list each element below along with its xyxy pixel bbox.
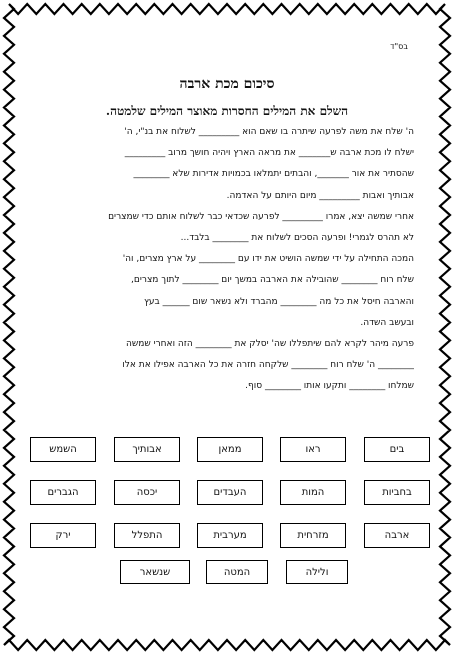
word-card[interactable]: ממאן (197, 437, 263, 462)
word-card[interactable]: אבותיך (114, 437, 180, 462)
text-line: אבותיך ואבות _________ מיום היותם על האדמה. (226, 190, 414, 201)
text-line: שלח רוח ________ שהובילה את הארבה במשך יום ________ לתוך מצרים, (131, 275, 414, 286)
word-card[interactable]: המות (280, 480, 346, 505)
word-card[interactable]: המטה (206, 560, 268, 584)
word-card[interactable]: שנשאר (120, 560, 190, 584)
text-line: פרעה מיהר לקרא להם שיתפללו שה' יסלק את ________ הזה ואחרי שמשה (125, 338, 414, 349)
text-line: ישלח לו מכת ארבה ש_______ את מראה הארץ ויהיה חושך מרוב _________ (124, 148, 414, 159)
word-card[interactable]: ראו (280, 437, 346, 462)
text-line: והארבה חיסל את כל מה ________ מהברד ולא נשאר שום ______ בעץ (144, 296, 414, 307)
word-card[interactable]: התפלל (114, 523, 180, 548)
word-card[interactable]: יכסה (114, 480, 180, 505)
page-title: סיכום מכת ארבה (179, 76, 275, 92)
text-line: לא תהרס לגמרי! ופרעה הסכים לשלוח את ________ בלבד... (180, 232, 414, 243)
instructions: השלם את המילים החסרות מאוצר המילים שלמטה. (105, 104, 349, 118)
word-card[interactable]: בים (364, 437, 430, 462)
text-line: ובעשב השדה. (360, 317, 414, 328)
word-card[interactable]: מזרחית (280, 523, 346, 548)
word-card[interactable]: ירק (30, 523, 96, 548)
text-line: אחרי שמשה יצא, אמרו _________ לפרעה שכדאי כבר לשלוח אותם כדי שמצרים (108, 211, 414, 222)
text-line: שמלחו ________ ותקעו אותו ________ סוף. (245, 381, 414, 392)
word-card[interactable]: בחביות (364, 480, 430, 505)
word-card[interactable]: העבדים (197, 480, 263, 505)
word-card[interactable]: השמש (30, 437, 96, 462)
word-card[interactable]: הגברים (30, 480, 96, 505)
word-card[interactable]: ארבה (364, 523, 430, 548)
text-line: ה' שלח את משה לפרעה שיתרה בו שאם הוא _________ לשלוח את בנ"י, ה' (124, 127, 414, 137)
word-card[interactable]: מערבית (197, 523, 263, 548)
corner-note: בס"ד (390, 42, 408, 51)
text-line: ________ ה' שלח רוח ________ שלקחה חזרה את כל הארבה אפילו את אלו (122, 360, 414, 371)
text-line: המכה התחילה על ידי שמשה הושיט את ידו עם ________ על ארץ מצרים, וה' (122, 254, 414, 265)
text-line: שהסתיר את אור _______, והבתים יתמלאו בכמויות אדירות שלא ________ (133, 169, 414, 180)
word-card[interactable]: ולילה (286, 560, 348, 584)
